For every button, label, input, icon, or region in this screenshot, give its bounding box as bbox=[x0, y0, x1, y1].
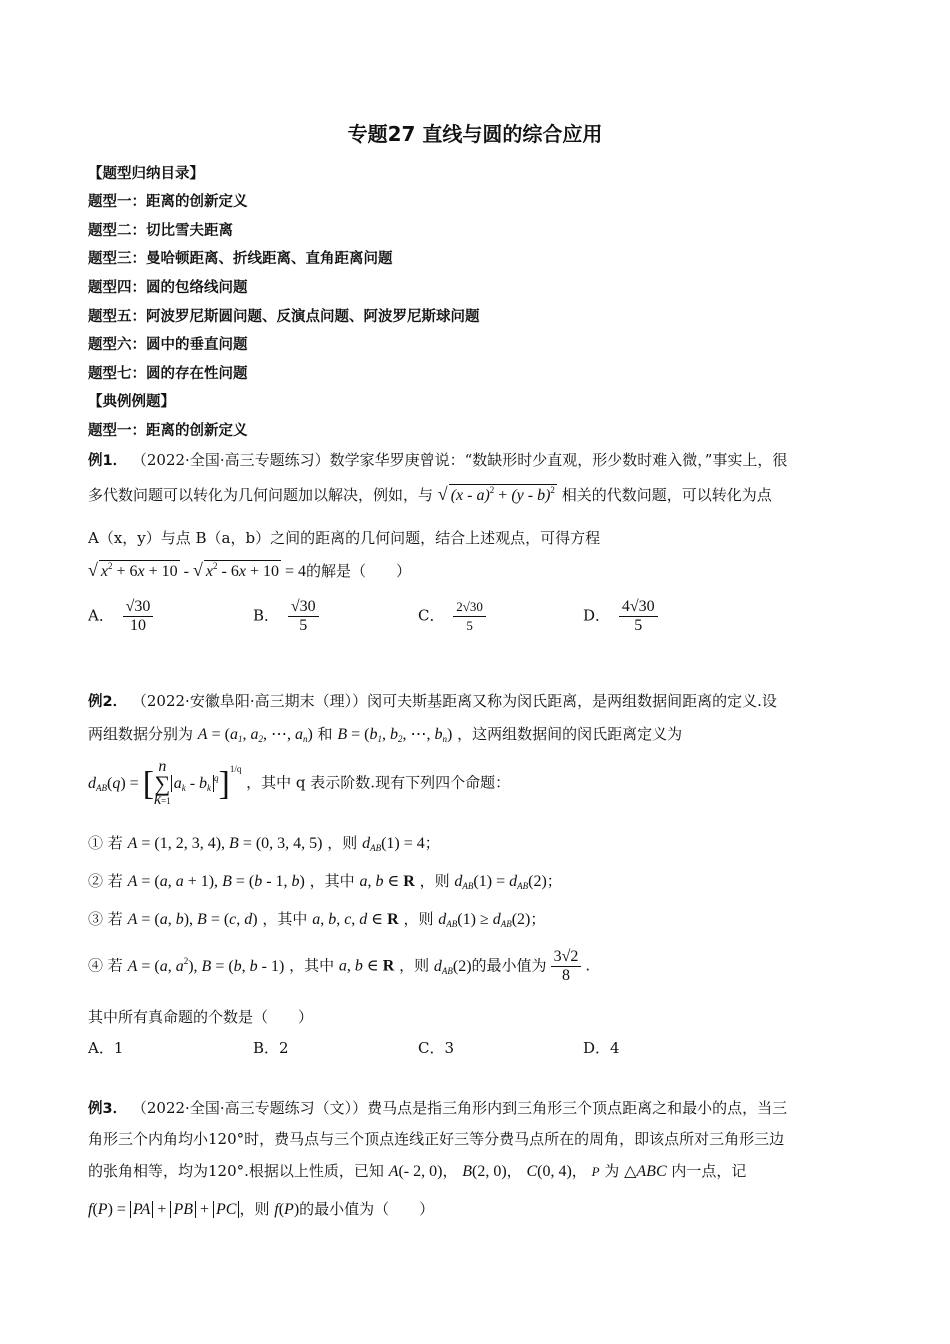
ex2-minkowski-formula: $d_{AB}(q)$ = [ n ∑ k=1 $a_k - b_k^q]^{1/q}$ bbox=[88, 758, 242, 808]
section-heading-1: 题型一：距离的创新定义 bbox=[88, 423, 248, 439]
ex2-line2: 两组数据分别为 $A = (a_1$, $a_2$, ⋯, $a_n$) 和 $B = (b_1$, $b_2$, ⋯, $b_n$) ，这两组数据间的闵氏距离定义为 bbox=[88, 725, 683, 744]
examples-header: 【典例例题】 bbox=[88, 394, 175, 410]
ex2-proposition-4[interactable]: ④ 若 A = (a, $a^2$), B = (b, b - 1) ，其中 a, b ∈ R ，则 $d_{AB}(2)$的最小值为 $\frac{3√2}{8}$ . bbox=[88, 948, 591, 984]
toc-header: 【题型归纳目录】 bbox=[88, 166, 204, 182]
toc-item-7: 题型七：圆的存在性问题 bbox=[88, 366, 248, 382]
ex2-line1: 例2． （2022·安徽阜阳·高三期末（理））闵可夫斯基距离又称为闵氏距离，是两组数据间距离的定义.设 bbox=[88, 692, 777, 710]
ex3-line1: 例3． （2022·全国·高三专题练习（文））费马点是指三角形内到三角形三个顶点距离之和最小的点，当三 bbox=[88, 1099, 788, 1117]
ex2-question: 其中所有真命题的个数是（ ） bbox=[88, 1008, 314, 1026]
ex1-line1: 例1． （2022·全国·高三专题练习）数学家华罗庚曾说：“数缺形时少直观，形少数时难入微，”事实上，很 bbox=[88, 451, 788, 469]
ex3-line4: f(P) = PA + PB + PC ，则 f(P)的最小值为（ ） bbox=[88, 1200, 435, 1218]
toc-item-5: 题型五：阿波罗尼斯圆问题、反演点问题、阿波罗尼斯球问题 bbox=[88, 309, 480, 325]
ex1-line2: 多代数问题可以转化为几何问题加以解决，例如，与 √ (x - a)$^2$ + (y - b)$^2$ 相关的代数问题，可以转化为点 bbox=[88, 484, 772, 504]
ex1-label: 例1． bbox=[88, 453, 128, 469]
ex1-line4: √ $x^2 + 6x + 10$ - √ $x^2 - 6x + 10 = 4$的解是（ ） bbox=[88, 560, 412, 580]
toc-item-1: 题型一：距离的创新定义 bbox=[88, 194, 248, 210]
ex1-line3: A（x，y）与点 B（a，b）之间的距离的几何问题，结合上述观点，可得方程 bbox=[88, 529, 601, 547]
toc-item-3: 题型三：曼哈顿距离、折线距离、直角距离问题 bbox=[88, 251, 393, 267]
ex2-option-c[interactable]: C．3 bbox=[418, 1039, 455, 1057]
ex2-proposition-1[interactable]: ① 若 A = (1, 2, 3, 4), B = (0, 3, 4, 5) ，则 $d_{AB}(1) = 4$； bbox=[88, 834, 440, 853]
ex1-distance-formula: √ (x - a)$^2$ + (y - b)$^2$ bbox=[437, 484, 555, 504]
page-title: 专题27 直线与圆的综合应用 bbox=[347, 122, 603, 146]
ex1-option-d[interactable]: D． $\frac{4√30}{5}$ bbox=[583, 598, 662, 635]
ex1-option-b[interactable]: B． $\frac{√30}{5}$ bbox=[253, 598, 323, 635]
toc-item-4: 题型四：圆的包络线问题 bbox=[88, 280, 248, 296]
ex2-option-d[interactable]: D．4 bbox=[583, 1039, 620, 1057]
ex2-option-b[interactable]: B．2 bbox=[253, 1039, 289, 1057]
ex2-proposition-3[interactable]: ③ 若 A = (a, b), B = (c, d) ，其中 a, b, c, d ∈ R ，则 $d_{AB}(1) \ge d_{AB}(2)$； bbox=[88, 910, 546, 929]
ex2-proposition-2[interactable]: ② 若 A = (a, a + 1), B = (b - 1, b) ，其中 a, b ∈ R ，则 $d_{AB}(1) = d_{AB}(2)$； bbox=[88, 872, 562, 891]
ex3-label: 例3． bbox=[88, 1101, 128, 1117]
ex3-line3: 的张角相等，均为120°.根据以上性质，已知 A(- 2, 0)， B(2, 0)， C(0, 4)， P 为 △ABC 内一点，记 bbox=[88, 1162, 747, 1180]
ex2-line3: $d_{AB}(q)$ = [ n ∑ k=1 $a_k - b_k^q]^{1/q}$ ，其中 q 表示阶数.现有下列四个命题： bbox=[88, 758, 511, 808]
toc-item-6: 题型六：圆中的垂直问题 bbox=[88, 337, 248, 353]
ex2-option-a[interactable]: A．1 bbox=[88, 1039, 124, 1057]
ex1-option-c[interactable]: C． $\frac{2√30}{5}$ bbox=[418, 598, 490, 635]
ex1-equation: √ $x^2 + 6x + 10$ - √ $x^2 - 6x + 10 = 4$ bbox=[88, 560, 306, 580]
ex2-label: 例2． bbox=[88, 694, 128, 710]
ex1-option-a[interactable]: A． $\frac{√30}{10}$ bbox=[88, 598, 157, 635]
ex3-line2: 角形三个内角均小120°时，费马点与三个顶点连线正好三等分费马点所在的周角，即该点所对三角形三边 bbox=[88, 1130, 785, 1148]
toc-item-2: 题型二：切比雪夫距离 bbox=[88, 223, 233, 239]
